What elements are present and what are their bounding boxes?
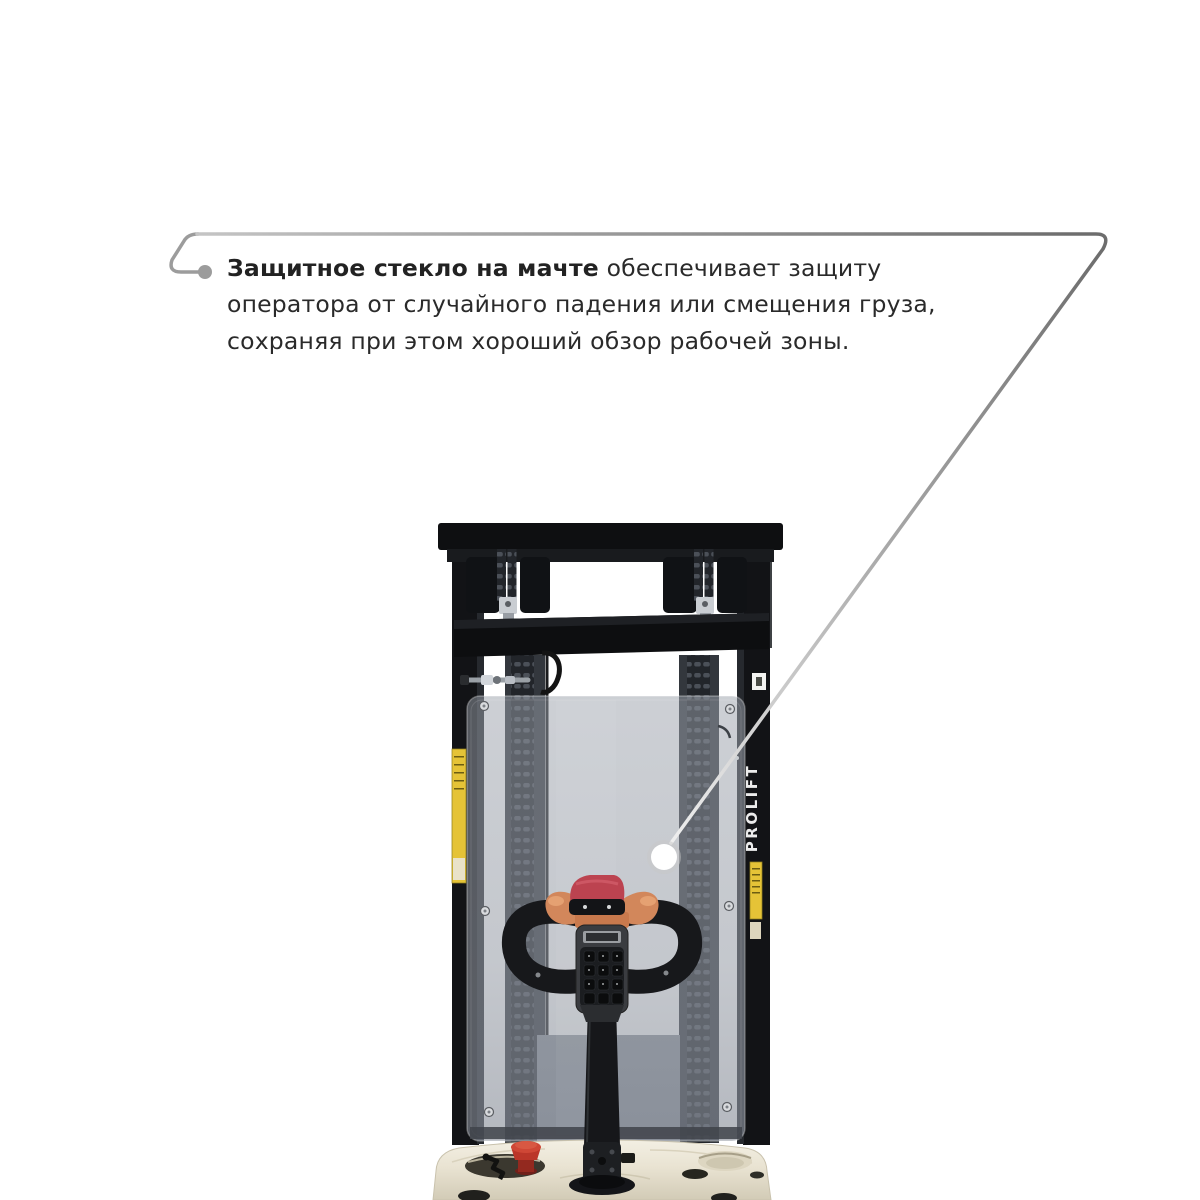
annotation-text-block xyxy=(227,250,987,359)
callout-hook-line xyxy=(171,234,205,272)
annotation-line-1 xyxy=(227,250,987,286)
callout-bullet-dot xyxy=(198,265,212,279)
brand-text-vertical: PROLIFT xyxy=(743,763,761,853)
annotation-feature-title: Защитное стекло на мачте xyxy=(227,254,599,282)
annotation-line-2: оператора от случайного падения или смещения груза, xyxy=(227,290,936,319)
annotation-line-3: сохраняя при этом хороший обзор рабочей зоны. xyxy=(227,326,850,355)
annotation-line-1-rest: обеспечивает защиту xyxy=(598,254,882,282)
callout-target-marker xyxy=(651,844,677,870)
